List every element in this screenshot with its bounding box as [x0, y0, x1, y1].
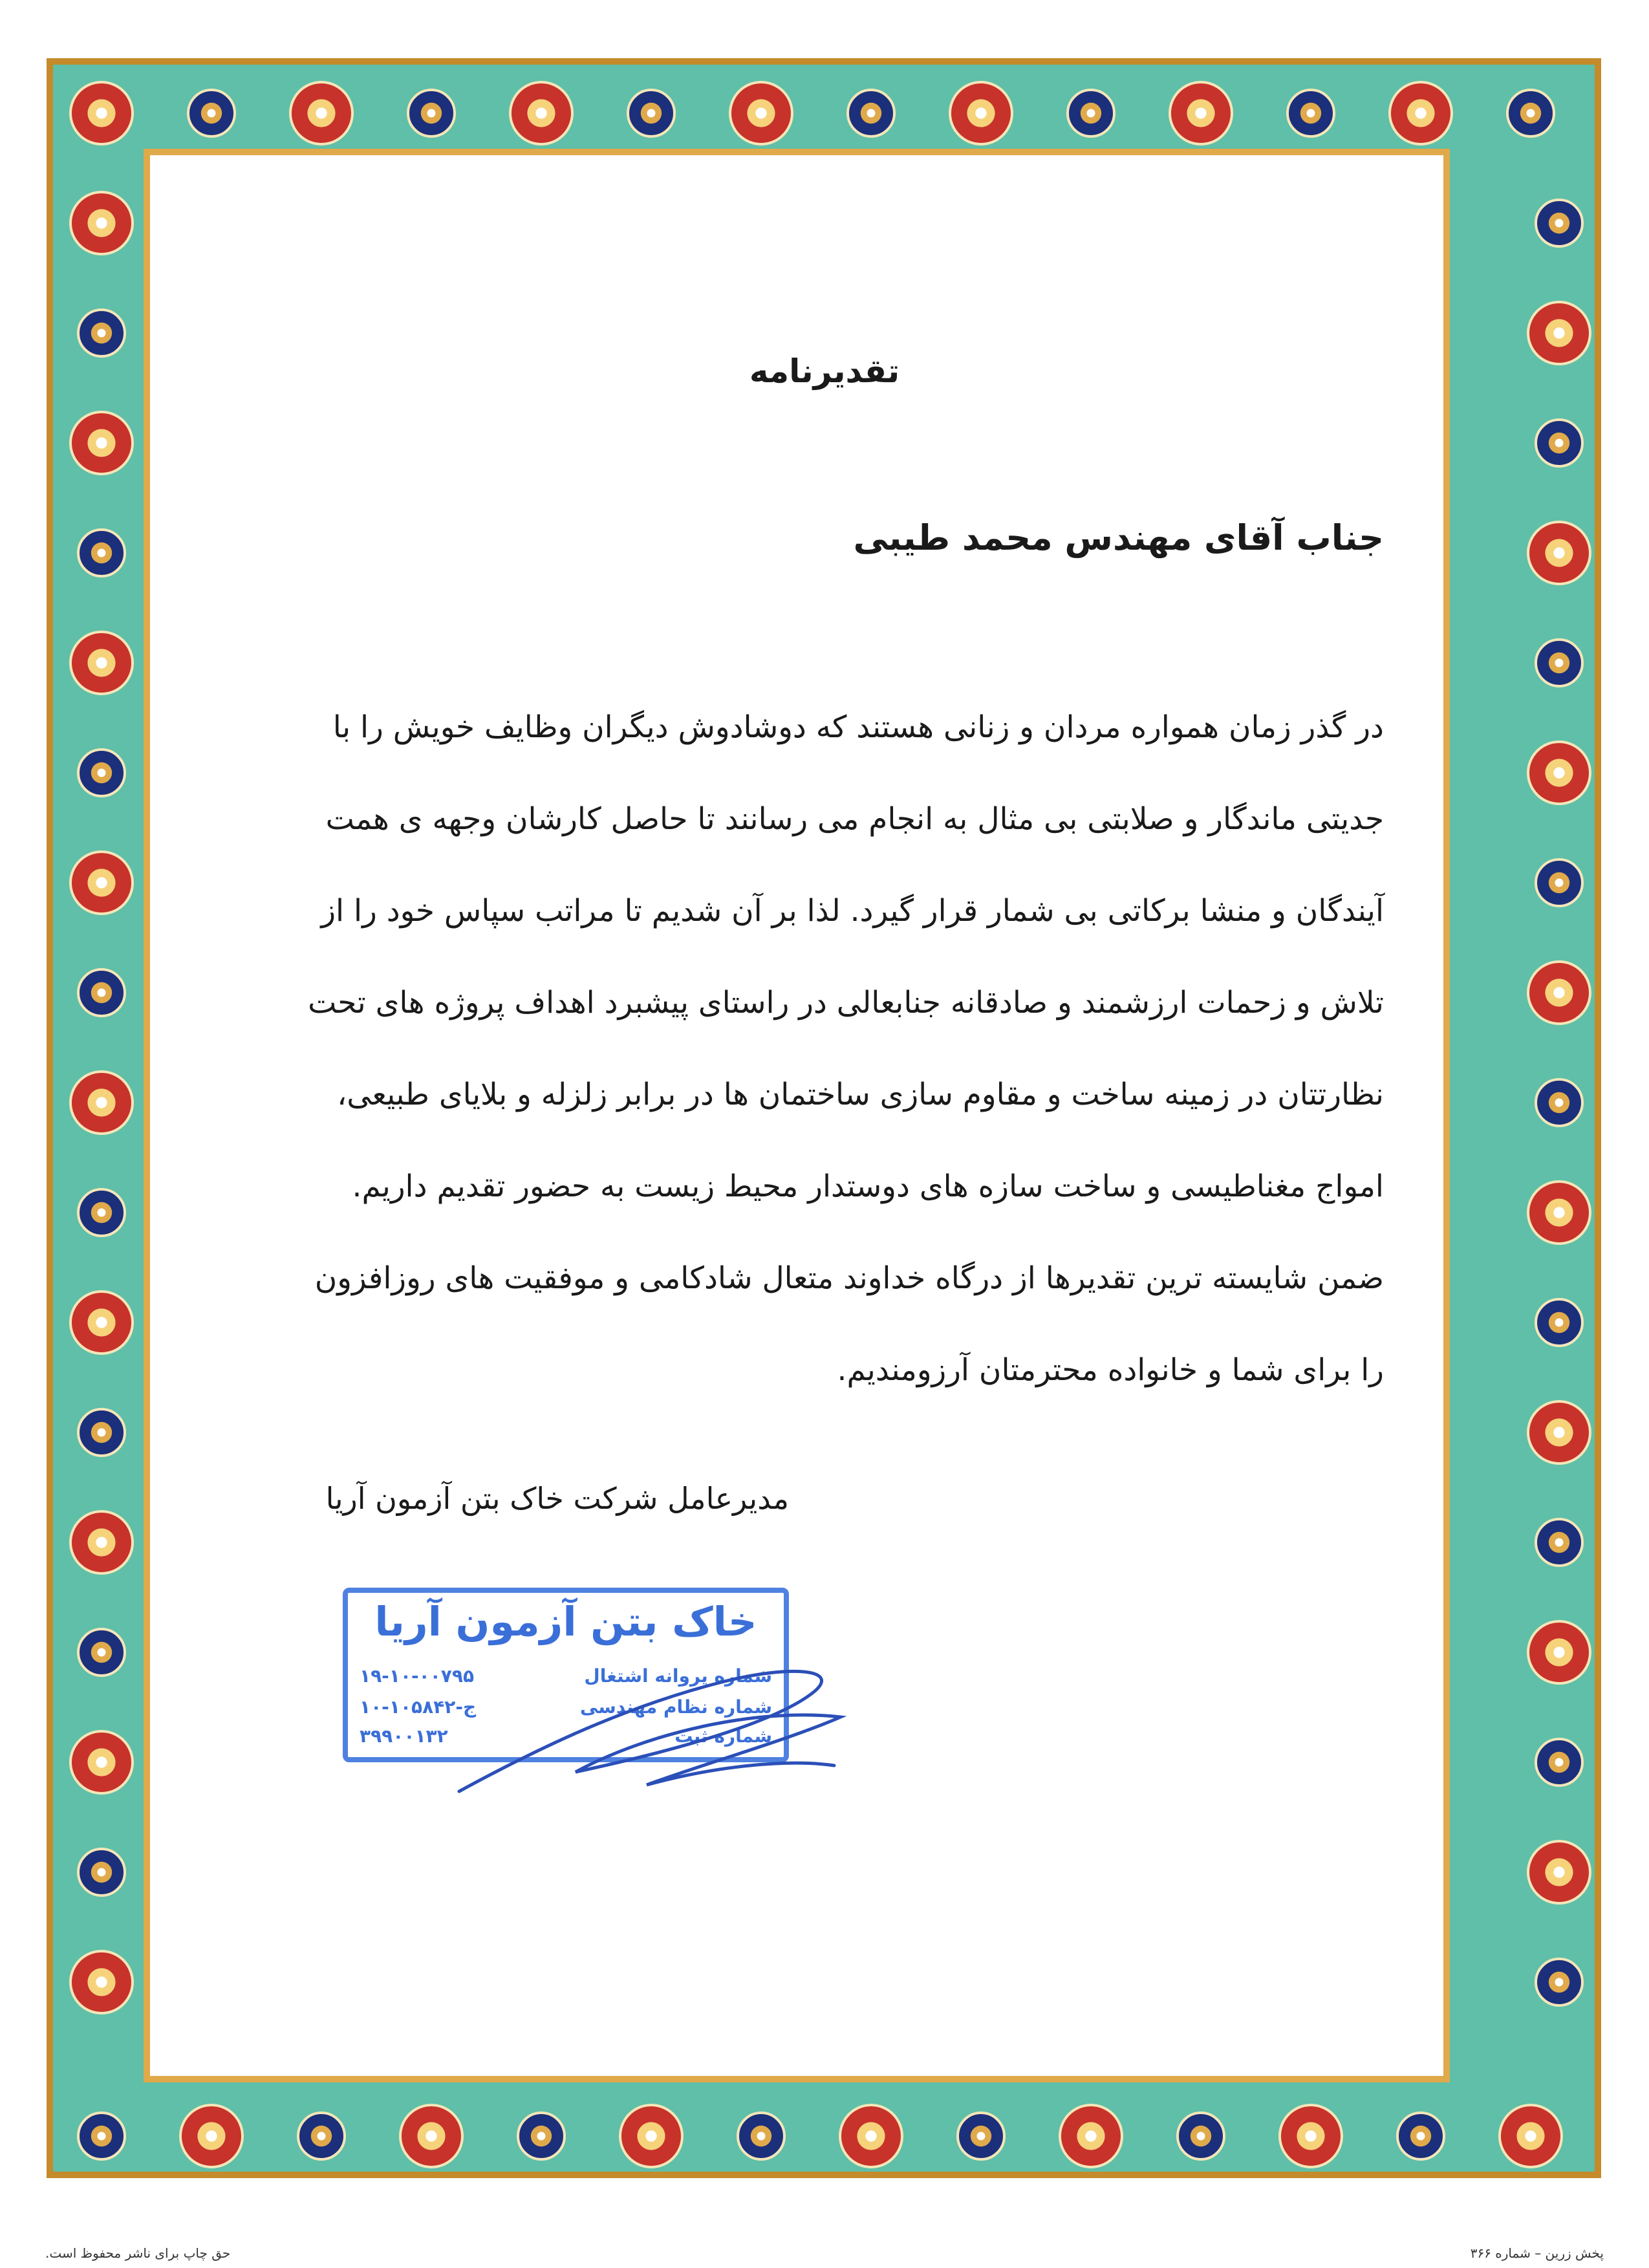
- border-motif: [1536, 1959, 1582, 2005]
- body-line: امواج مغناطیسی و ساخت سازه های دوستدار محیط زیست به حضور تقدیم داریم.: [352, 1169, 1384, 1204]
- border-motif: [1528, 1621, 1590, 1683]
- border-motif: [1528, 1401, 1590, 1463]
- border-motif: [1528, 302, 1590, 364]
- border-motif: [408, 90, 455, 136]
- stamp-row-value: ۳۹۹۰۰۱۳۲: [360, 1725, 448, 1747]
- body-line: نظارتتان در زمینه ساخت و مقاوم سازی ساختمان ها در برابر زلزله و بلایای طبیعی،: [337, 1077, 1384, 1112]
- border-motif: [70, 1291, 133, 1354]
- border-motif: [1528, 1841, 1590, 1903]
- border-motif: [78, 1629, 125, 1676]
- body-line: را برای شما و خانواده محترمتان آرزومندیم.: [837, 1352, 1384, 1388]
- border-motif: [70, 632, 133, 694]
- border-motif: [1536, 640, 1582, 686]
- border-motif: [1536, 420, 1582, 466]
- body-line: آیندگان و منشا برکاتی بی شمار قرار گیرد. لذا بر آن شدیم تا مراتب سپاس خود را از: [321, 893, 1384, 929]
- stamp-row-value: ۱۹-۱۰-۰۰۷۹۵: [360, 1665, 475, 1687]
- body-line: تلاش و زحمات ارزشمند و صادقانه جنابعالی در راستای پیشبرد اهداف پروژه های تحت: [308, 985, 1384, 1021]
- border-motif: [78, 1189, 125, 1236]
- border-motif: [290, 82, 352, 144]
- border-motif: [1068, 90, 1114, 136]
- border-motif: [78, 750, 125, 796]
- border-motif: [1528, 742, 1590, 804]
- body-line: در گذر زمان همواره مردان و زنانی هستند که دوشادوش دیگران وظایف خویش را با: [332, 709, 1384, 745]
- border-motif: [78, 310, 125, 356]
- border-motif: [70, 1951, 133, 2013]
- border-motif: [1536, 859, 1582, 906]
- border-motif: [1536, 1299, 1582, 1346]
- stamp-row-value: ۱۰-ج-۱۰۵۸۴۲: [360, 1696, 477, 1718]
- body-line: ضمن شایسته ترین تقدیرها از درگاه خداوند متعال شادکامی و موفقیت های روزافزون: [314, 1260, 1384, 1296]
- border-motif: [298, 2113, 345, 2159]
- border-motif: [840, 2105, 902, 2167]
- border-motif: [70, 852, 133, 914]
- border-motif: [848, 90, 894, 136]
- border-motif: [188, 90, 235, 136]
- border-motif: [1528, 1182, 1590, 1244]
- border-motif: [70, 1731, 133, 1793]
- footer-copyright: حق چاپ برای ناشر محفوظ است.: [45, 2245, 231, 2261]
- border-motif: [70, 1072, 133, 1134]
- signatory-title: مدیرعامل شرکت خاک بتن آزمون آریا: [325, 1481, 789, 1516]
- footer-publisher: پخش زرین – شماره ۳۶۶: [1470, 2245, 1604, 2261]
- border-motif: [1536, 1079, 1582, 1126]
- stamp-company-name: خاک بتن آزمون آریا: [374, 1598, 757, 1645]
- border-motif: [78, 2113, 125, 2159]
- certificate-body: [285, 705, 1384, 1440]
- border-motif: [1536, 200, 1582, 246]
- border-motif: [78, 530, 125, 576]
- handwritten-signature: [453, 1656, 867, 1811]
- border-motif: [1536, 1739, 1582, 1786]
- border-motif: [78, 1409, 125, 1456]
- border-motif: [628, 90, 674, 136]
- stamp-row-label: شماره نظام مهندسی: [579, 1696, 772, 1718]
- border-motif: [1390, 82, 1452, 144]
- recipient-name: جناب آقای مهندس محمد طیبی: [853, 517, 1384, 558]
- stamp-row-label: شماره پروانه اشتغال: [584, 1665, 772, 1687]
- border-motif: [70, 82, 133, 144]
- border-motif: [1397, 2113, 1444, 2159]
- border-motif: [1280, 2105, 1342, 2167]
- border-motif: [958, 2113, 1004, 2159]
- border-motif: [1170, 82, 1232, 144]
- border-motif: [1528, 962, 1590, 1024]
- border-motif: [1178, 2113, 1224, 2159]
- border-motif: [1288, 90, 1334, 136]
- border-motif: [78, 969, 125, 1016]
- body-line: جدیتی ماندگار و صلابتی بی مثال به انجام می رسانند تا حاصل کارشان وجهه ی همت: [325, 801, 1384, 837]
- border-motif: [78, 1849, 125, 1895]
- border-motif: [950, 82, 1012, 144]
- border-motif: [1536, 1519, 1582, 1566]
- border-motif: [1507, 90, 1554, 136]
- stamp-row-label: شماره ثبت: [674, 1725, 772, 1747]
- border-motif: [518, 2113, 565, 2159]
- page-title: تقدیرنامه: [749, 352, 900, 390]
- border-motif: [1060, 2105, 1122, 2167]
- border-motif: [510, 82, 572, 144]
- border-motif: [400, 2105, 462, 2167]
- border-motif: [70, 192, 133, 254]
- border-motif: [730, 82, 792, 144]
- border-motif: [738, 2113, 784, 2159]
- border-motif: [70, 412, 133, 474]
- border-motif: [1500, 2105, 1562, 2167]
- border-motif: [620, 2105, 682, 2167]
- border-motif: [70, 1511, 133, 1573]
- border-motif: [180, 2105, 242, 2167]
- border-motif: [1528, 522, 1590, 584]
